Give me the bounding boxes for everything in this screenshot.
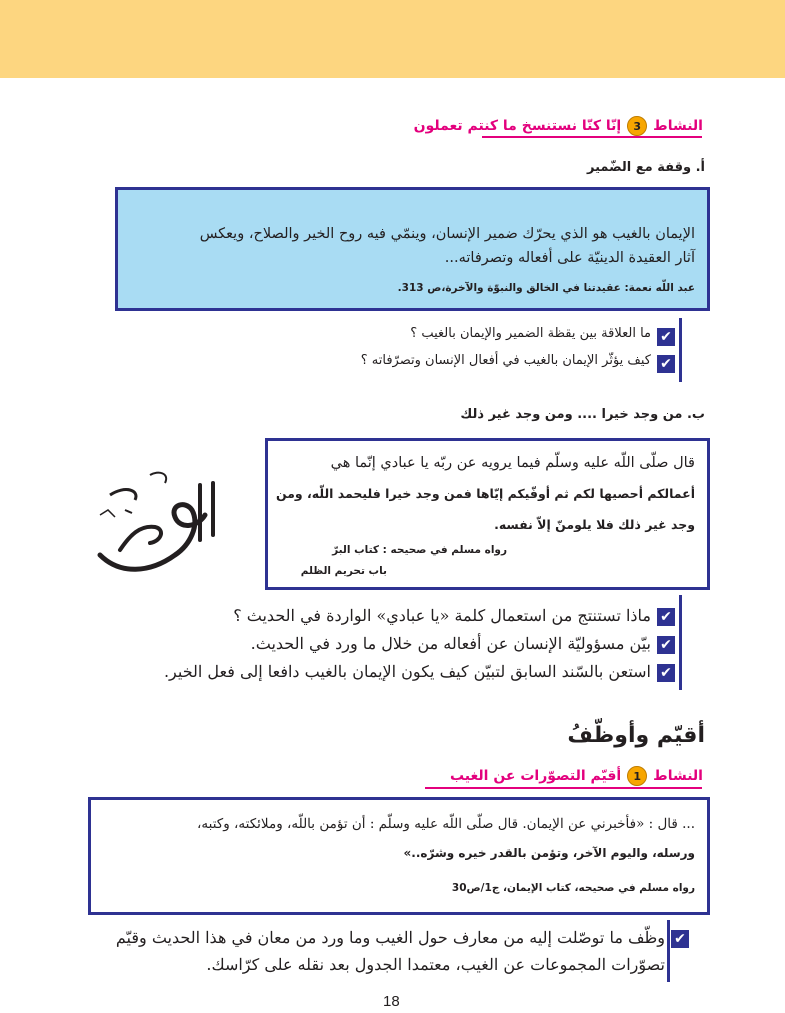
checkbox-check-icon: ✔ (671, 930, 689, 948)
hadith-line-3: وجد غير ذلك فلا يلومنّ إلاّ نفسه. (494, 517, 695, 532)
activity-label: النشاط (653, 118, 703, 134)
question-text: بيّن مسؤوليّة الإنسان عن أفعاله من خلال ما ورد في الحديث. (250, 634, 651, 653)
question-text: ماذا تستنتج من استعمال كلمة «يا عبادي» الواردة في الحديث ؟ (233, 606, 651, 625)
activity-underline (482, 136, 702, 138)
question-text: استعن بالسّند السابق لتبيّن كيف يكون الإيمان بالغيب دافعا إلى فعل الخير. (163, 662, 651, 681)
quote-line-2: آثار العقيدة الدينيّة على أفعاله وتصرفاته... (444, 250, 695, 266)
activity-1-header (450, 766, 703, 786)
activity-title: أقيّم التصوّرات عن الغيب (449, 768, 622, 784)
question-a2 (361, 353, 675, 373)
question-text: كيف يؤثّر الإيمان بالغيب في أفعال الإنسان وتصرّفاته ؟ (360, 353, 651, 368)
task-line-1: وظّف ما توصّلت إليه من معارف حول الغيب وما ورد من معان في هذا الحديث وقيّم (115, 928, 665, 947)
checkbox-check-icon: ✔ (657, 636, 675, 654)
part-b-heading: ب. من وجد خيرا .... ومن وجد غير ذلك (460, 407, 705, 422)
quote-line-1: الإيمان بالغيب هو الذي يحرّك ضمير الإنسان، وينمّي فيه روح الخير والصلاح، ويعكس (199, 226, 695, 242)
hadith-line-1: قال صلّى اللّه عليه وسلّم فيما يرويه عن ربّه يا عبادي إنّما هي (330, 455, 695, 471)
question-b3 (164, 662, 675, 682)
hadith-source-1: رواه مسلم في صحيحه : كتاب البرّ (332, 544, 507, 556)
section-title: أقيّم وأوظّفُ (567, 723, 705, 748)
iman-hadith-source: رواه مسلم في صحيحه، كتاب الإيمان، ج1/ص30 (451, 882, 695, 894)
page-number: 18 (383, 993, 400, 1010)
top-banner (0, 0, 785, 78)
iman-hadith-line-2: ورسله، واليوم الآخر، وتؤمن بالقدر خيره وشرّه..» (403, 846, 695, 860)
question-text: ما العلاقة بين يقظة الضمير والإيمان بالغيب ؟ (410, 326, 651, 341)
checkbox-check-icon: ✔ (657, 355, 675, 373)
task-line-2: تصوّرات المجموعات عن الغيب، معتمدا الجدول بعد نقله على كرّاسك. (206, 955, 665, 974)
questions-bar (679, 318, 682, 382)
activity-3-header (414, 116, 703, 136)
checkbox-check-icon: ✔ (657, 328, 675, 346)
activity-number-badge: 3 (627, 116, 647, 136)
quote-source: عبد اللّه نعمة: عقيدتنا في الخالق والنبوّة والآخرة،ص 313. (397, 282, 695, 294)
activity-underline (425, 787, 702, 789)
questions-bar (679, 595, 682, 690)
question-a1 (410, 326, 675, 346)
hadith-box-iman (88, 797, 710, 915)
task-row (116, 928, 689, 948)
checkbox-check-icon: ✔ (657, 608, 675, 626)
checkbox-check-icon: ✔ (657, 664, 675, 682)
part-a-heading: أ. وقفة مع الضّمير (587, 160, 705, 175)
activity-label: النشاط (653, 768, 703, 784)
activity-number-badge: 1 (627, 766, 647, 786)
quote-box-conscience (115, 187, 710, 311)
calligraphy-al-muhsi (80, 455, 240, 585)
hadith-box (265, 438, 710, 590)
hadith-line-2: أعمالكم أحصيها لكم ثم أوفّيكم إيّاها فمن وجد خيرا فليحمد اللّه، ومن (275, 486, 695, 501)
activity-title: إنّا كنّا نستنسخ ما كنتم تعملون (413, 118, 622, 134)
hadith-source-2: باب تحريم الظلم (300, 565, 387, 577)
question-b1 (233, 606, 675, 626)
calligraphy-icon (80, 455, 240, 585)
question-b2 (251, 634, 675, 654)
iman-hadith-line-1: ... قال : «فأخبرني عن الإيمان. قال صلّى اللّه عليه وسلّم : أن تؤمن باللّه، وملائكته، وكتبه، (197, 816, 695, 832)
